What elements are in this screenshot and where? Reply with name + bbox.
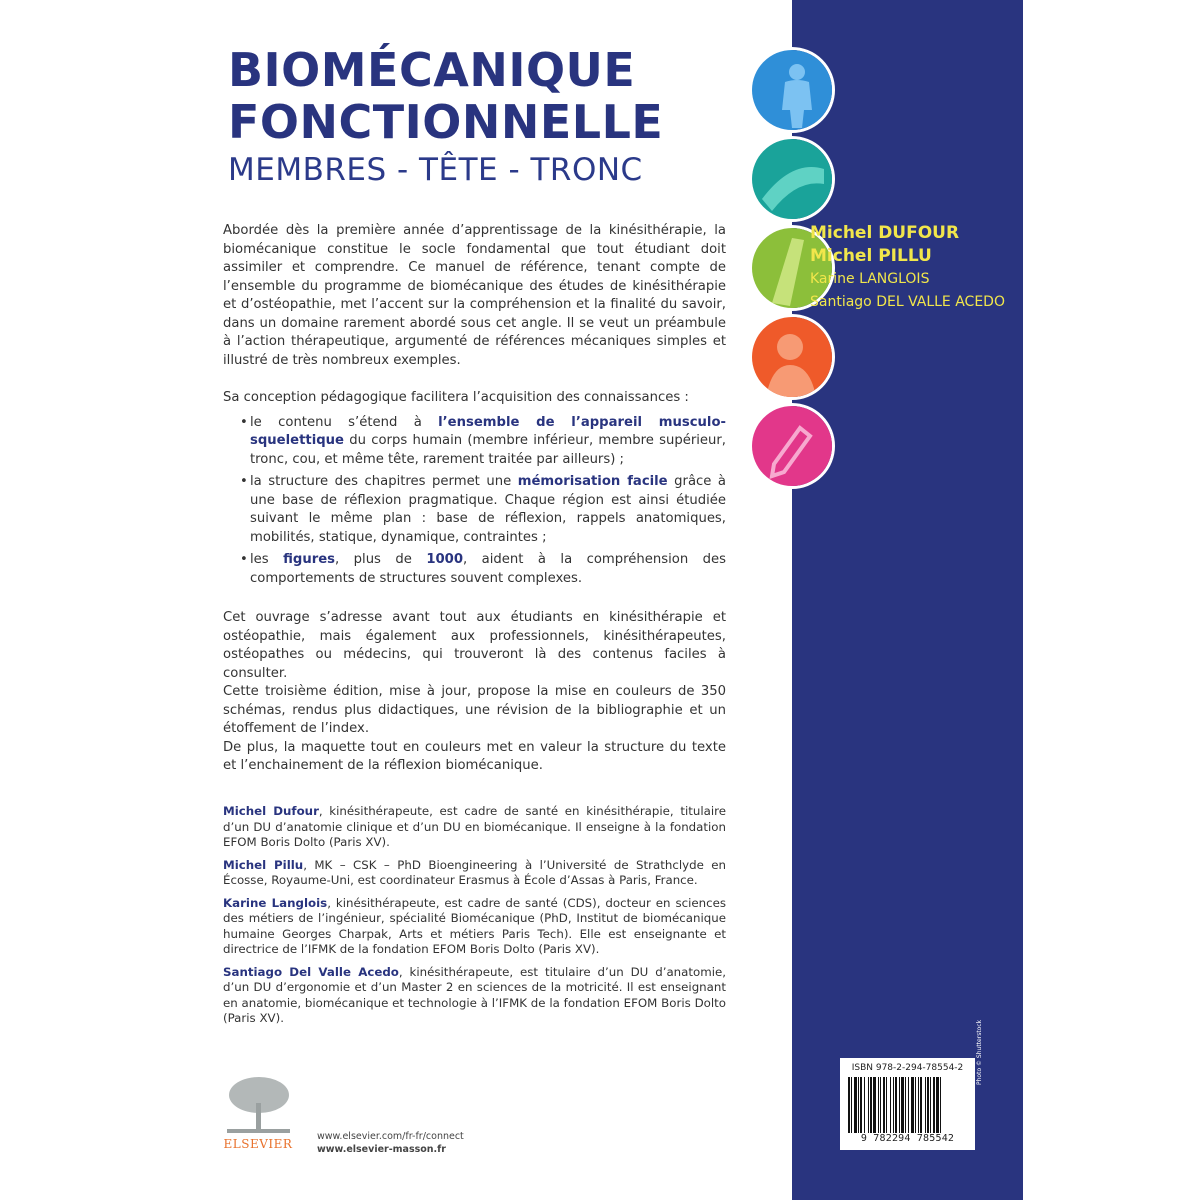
barcode-bar — [940, 1077, 941, 1133]
bullet-icon: • — [240, 474, 248, 489]
author-main-2: Michel PILLU — [810, 246, 932, 266]
barcode-bar — [873, 1077, 876, 1133]
author-bios — [223, 804, 726, 1034]
barcode-bar — [908, 1077, 909, 1133]
barcode-bar — [878, 1077, 879, 1133]
elsevier-logo — [223, 1073, 294, 1151]
barcode-digits: 9 782294 785542 — [860, 1133, 955, 1144]
bio-name: Santiago Del Valle Acedo — [223, 964, 399, 979]
bio-item: Karine Langlois, kinésithérapeute, est cadre de santé (CDS), docteur en sciences des métiers de l’ingénieur, spécialité Biomécanique (PhD, Institut de biomécanique humaine Georges Charpak, Arts et métiers Paris Tech). Elle est enseignante et directrice de l’IFMK de la fondation EFOM Boris Dolto (Paris XV). — [223, 895, 726, 956]
audience-text: Cet ouvrage s’adresse avant tout aux étudiants en kinésithérapie et ostéopathie, mais également aux professionnels, kinésithérapeutes, ostéopathes ou médecins, qui trouveront là des contenus faciles à consulter. — [223, 610, 726, 681]
bio-name: Michel Dufour — [223, 804, 319, 818]
barcode-bar — [905, 1077, 906, 1133]
bio-item: Michel Dufour, kinésithérapeute, est cadre de santé en kinésithérapie, titulaire d’un DU d’anatomie clinique et d’un DU en biomécanique. Il enseigne à la fondation EFOM Boris Dolto (Paris XV). — [223, 804, 726, 849]
barcode-bar — [927, 1077, 929, 1133]
list-item: • les figures, plus de 1000, aident à la compréhension des comportements de structures souvent complexes. — [240, 552, 726, 586]
bio-name: Karine Langlois — [223, 895, 328, 910]
book-subtitle: MEMBRES - TÊTE - TRONC — [228, 152, 643, 188]
barcode-bar — [936, 1077, 939, 1133]
circle-blue-icon — [749, 47, 835, 133]
title-line-2: FONCTIONNELLE — [228, 95, 664, 149]
author-sec-2: Santiago DEL VALLE ACEDO — [810, 294, 1005, 310]
bio-item: Santiago Del Valle Acedo, kinésithérapeute, est titulaire d’un DU d’anatomie, d’un DU d’ergonomie et d’un Master 2 en sciences de la motricité. Il est enseignant en anatomie, biomécanique et technologie à l’IFMK de la fondation EFOM Boris Dolto (Paris XV). — [223, 964, 726, 1025]
list-item: • la structure des chapitres permet une mémorisation facile grâce à une base de réflexion pragmatique. Chaque région est ainsi étudiée suivant le même plan : base de réflexion, rappels anatomiques, mobilités, statique, dynamique, contraintes ; — [240, 474, 727, 545]
barcode-bar — [901, 1077, 904, 1133]
list-item: • le contenu s’étend à l’ensemble de l’appareil musculo-squelettique du corps humain (membre inférieur, membre supérieur, tronc, cou, et même tête, rarement traitée par ailleurs) ; — [240, 414, 726, 467]
author-sec-1: Karine LANGLOIS — [810, 271, 930, 287]
barcode-bar — [854, 1077, 857, 1133]
url-masson: www.elsevier-masson.fr — [317, 1144, 446, 1155]
barcode-bar — [915, 1077, 916, 1133]
barcode-bar — [870, 1077, 872, 1133]
feature-list — [223, 414, 726, 589]
barcode-bar — [911, 1077, 914, 1133]
author-names — [810, 222, 1005, 314]
bold-phrase: l’ensemble de l’appareil musculo-squelettique — [250, 414, 726, 448]
barcode-bar — [851, 1077, 852, 1133]
barcode-bar — [920, 1077, 922, 1133]
photo-credit: Photo © Shutterstock — [976, 1019, 983, 1085]
intro-text: Abordée dès la première année d’apprentissage de la kinésithérapie, la biomécanique constitue le socle fondamental que tout étudiant doit assimiler et comprendre. Ce manuel de référence, tenant compte de l’ensemble du programme de biomécanique des études de kinésithérapie et d’ostéopathie, met l’accent sur la compréhension et la finalité du savoir, dans un domaine rarement abordé sous cet angle. Il se veut un préambule à l’action thérapeutique, argumenté de références mécaniques simples et illustré de très nombreux exemples. — [223, 223, 726, 368]
barcode-bar — [868, 1077, 869, 1133]
circle-pink-icon — [749, 403, 835, 489]
barcode-bar — [858, 1077, 859, 1133]
barcode-icon — [848, 1077, 967, 1133]
barcode-bar — [886, 1077, 887, 1133]
conception-lead: Sa conception pédagogique facilitera l’acquisition des connaissances : — [223, 390, 689, 405]
bullet-icon: • — [240, 552, 248, 567]
layout-text: De plus, la maquette tout en couleurs met en valeur la structure du texte et l’enchainement de la réflexion biomécanique. — [223, 739, 726, 773]
circle-orange-icon — [749, 314, 835, 400]
audience-paragraph — [223, 609, 726, 683]
isbn-label: ISBN 978-2-294-78554-2 — [851, 1063, 964, 1073]
barcode-bar — [880, 1077, 881, 1133]
bio-item: Michel Pillu, MK – CSK – PhD Bioengineering à l’Université de Strathclyde en Écosse, Royaume-Uni, est coordinateur Erasmus à École d’Assas à Paris, France. — [223, 857, 726, 887]
barcode-bar — [848, 1077, 850, 1133]
barcode-bar — [893, 1077, 894, 1133]
bio-name: Michel Pillu — [223, 857, 304, 872]
barcode-bar — [933, 1077, 935, 1133]
barcode-bar — [890, 1077, 891, 1133]
barcode-bar — [895, 1077, 897, 1133]
bold-phrase: mémorisation facile — [517, 474, 668, 489]
bullet-icon: • — [240, 414, 248, 430]
conception-section — [223, 389, 726, 592]
barcode-bar — [925, 1077, 926, 1133]
publisher-name: ELSEVIER — [223, 1137, 293, 1151]
barcode — [840, 1058, 975, 1150]
bold-phrase: figures — [283, 552, 336, 567]
book-title — [228, 44, 663, 148]
circle-teal-icon — [749, 136, 835, 222]
edition-text: Cette troisième édition, mise à jour, propose la mise en couleurs de 350 schémas, rendus plus didactiques, une révision de la bibliographie et un étoffement de l’index. — [223, 684, 726, 736]
barcode-bar — [864, 1077, 865, 1133]
bold-phrase: 1000 — [426, 552, 464, 567]
intro-paragraph — [223, 222, 726, 370]
barcode-bar — [860, 1077, 862, 1133]
barcode-bar — [883, 1077, 885, 1133]
url-connect: www.elsevier.com/fr-fr/connect — [317, 1131, 464, 1142]
publisher-urls — [317, 1130, 464, 1156]
barcode-bar — [918, 1077, 919, 1133]
author-main-1: Michel DUFOUR — [810, 223, 960, 243]
edition-paragraph — [223, 683, 726, 776]
title-line-1: BIOMÉCANIQUE — [228, 43, 636, 97]
barcode-bar — [930, 1077, 931, 1133]
barcode-bar — [899, 1077, 900, 1133]
